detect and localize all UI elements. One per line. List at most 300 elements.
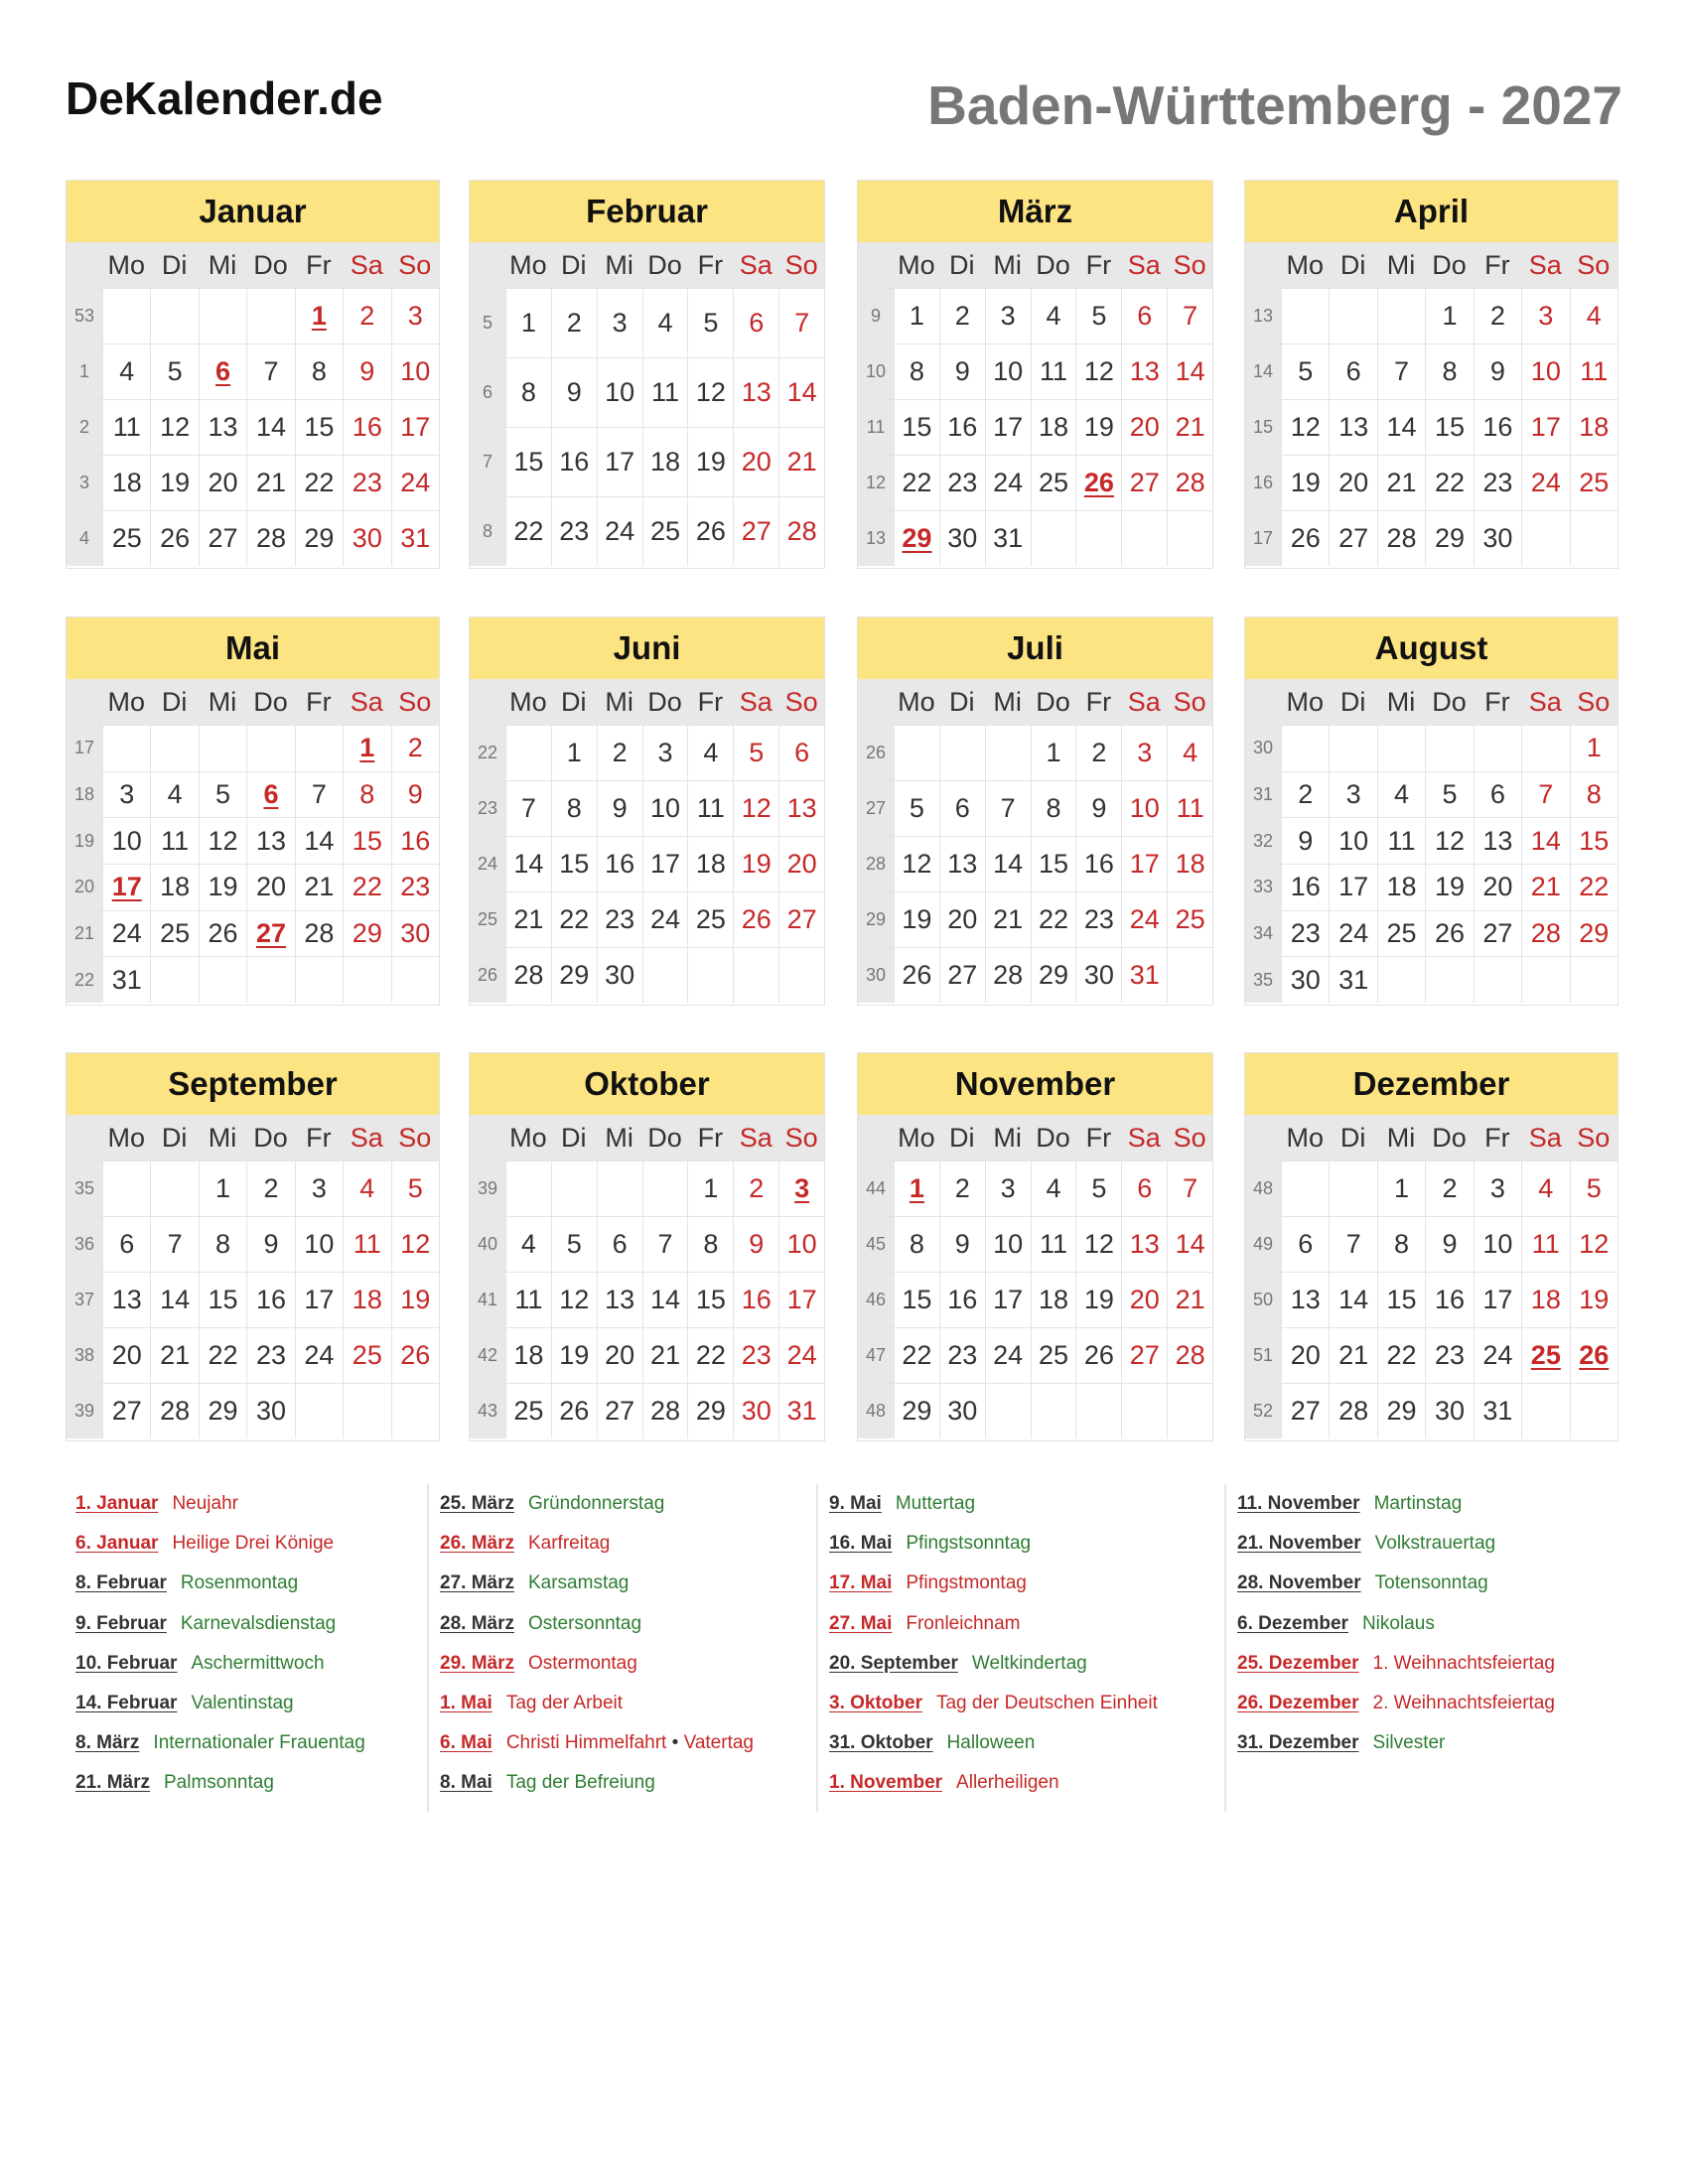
day-cell: 1 <box>343 726 390 771</box>
day-cell: 23 <box>1425 1328 1473 1383</box>
holiday-column <box>75 1484 453 1804</box>
week-row <box>1245 817 1618 864</box>
month-calendar <box>1244 616 1618 1006</box>
holiday-date[interactable]: 31. Dezember <box>1237 1732 1359 1754</box>
holiday-name: Silvester <box>1372 1732 1446 1754</box>
month-name: Januar <box>67 181 439 242</box>
holiday-name: Gründonnerstag <box>527 1493 665 1514</box>
week-row <box>470 1216 824 1272</box>
holiday-item <box>75 1684 453 1723</box>
day-cell: 26 <box>1570 1328 1618 1383</box>
holiday-item <box>75 1524 453 1564</box>
day-cell: 13 <box>1121 344 1167 399</box>
day-cell: 11 <box>642 358 688 427</box>
week-number: 9 <box>858 289 894 343</box>
weekday-label: Mi <box>208 687 237 717</box>
day-cell: 21 <box>778 428 824 496</box>
day-cell: 29 <box>1031 948 1076 1003</box>
weekday-header <box>858 1115 1212 1160</box>
week-row <box>67 956 439 1003</box>
weekday-header <box>1245 1115 1618 1160</box>
week-row <box>470 1383 824 1438</box>
day-cell: 16 <box>246 1273 294 1327</box>
weekday-label: Mi <box>605 687 633 717</box>
day-cell: 9 <box>939 344 985 399</box>
holiday-item <box>829 1723 1206 1763</box>
day-cell: 25 <box>1377 911 1425 957</box>
week-number: 51 <box>1245 1328 1281 1383</box>
day-cell: 20 <box>199 456 246 510</box>
holiday-date[interactable]: 1. Januar <box>75 1493 159 1514</box>
empty-cell <box>1474 726 1521 771</box>
holiday-date[interactable]: 10. Februar <box>75 1652 178 1674</box>
day-cell: 2 <box>1474 289 1521 343</box>
day-cell: 7 <box>505 781 551 836</box>
day-cell: 4 <box>1031 1161 1076 1216</box>
day-cell: 10 <box>295 1217 343 1272</box>
day-cell: 31 <box>391 511 439 566</box>
empty-cell <box>295 726 343 771</box>
day-cell: 10 <box>1521 344 1569 399</box>
day-cell: 4 <box>343 1161 390 1216</box>
week-number: 38 <box>67 1328 102 1383</box>
weekday-label: Sa <box>739 250 773 280</box>
week-row <box>858 725 1212 780</box>
holiday-date[interactable]: 8. März <box>75 1732 140 1754</box>
holiday-date[interactable]: 27. März <box>440 1572 514 1594</box>
day-cell: 27 <box>102 1384 150 1438</box>
day-cell: 25 <box>102 511 150 566</box>
month-calendar <box>1244 1052 1618 1441</box>
week-row <box>67 864 439 910</box>
week-number: 48 <box>1245 1161 1281 1216</box>
day-cell: 21 <box>150 1328 198 1383</box>
empty-cell <box>246 289 294 343</box>
holiday-date[interactable]: 29. März <box>440 1652 514 1674</box>
holiday-name: Palmsonntag <box>163 1772 274 1794</box>
holiday-date[interactable]: 26. Dezember <box>1237 1692 1359 1713</box>
day-cell: 20 <box>597 1328 642 1383</box>
day-cell: 23 <box>246 1328 294 1383</box>
empty-cell <box>150 1161 198 1216</box>
day-cell: 8 <box>894 344 939 399</box>
month-calendar <box>857 1052 1213 1441</box>
day-cell: 15 <box>505 428 551 496</box>
day-cell: 22 <box>1031 892 1076 947</box>
holiday-date[interactable]: 25. Dezember <box>1237 1652 1359 1674</box>
holiday-date[interactable]: 3. Oktober <box>829 1692 922 1713</box>
day-cell: 27 <box>778 892 824 947</box>
day-cell: 15 <box>551 837 597 891</box>
holiday-date[interactable]: 6. Mai <box>440 1732 492 1754</box>
empty-cell <box>985 726 1031 780</box>
holiday-date[interactable]: 6. Dezember <box>1237 1612 1348 1634</box>
week-row <box>1245 343 1618 399</box>
day-cell: 14 <box>150 1273 198 1327</box>
day-cell: 26 <box>894 948 939 1003</box>
holiday-date[interactable]: 20. September <box>829 1652 958 1674</box>
empty-cell <box>985 1384 1031 1438</box>
week-number: 47 <box>858 1328 894 1383</box>
day-cell: 1 <box>687 1161 733 1216</box>
empty-cell <box>551 1161 597 1216</box>
day-cell: 21 <box>642 1328 688 1383</box>
month-name: Juli <box>858 617 1212 679</box>
day-cell: 1 <box>894 1161 939 1216</box>
day-cell: 16 <box>343 400 390 455</box>
empty-cell <box>687 948 733 1003</box>
day-cell: 6 <box>1121 289 1167 343</box>
weekday-label: Fr <box>697 250 724 280</box>
month-calendar <box>469 1052 825 1441</box>
day-cell: 27 <box>1121 456 1167 510</box>
empty-cell <box>1329 726 1376 771</box>
week-number: 31 <box>1245 772 1281 818</box>
day-cell: 4 <box>1377 772 1425 818</box>
day-cell: 30 <box>391 911 439 957</box>
weekday-label: So <box>1173 687 1206 717</box>
empty-cell <box>642 948 688 1003</box>
day-cell: 12 <box>1425 818 1473 864</box>
week-number: 30 <box>1245 726 1281 771</box>
day-cell: 12 <box>1075 1217 1121 1272</box>
holiday-date[interactable]: 9. Mai <box>829 1493 882 1514</box>
week-row <box>1245 1160 1618 1216</box>
day-cell: 14 <box>1377 400 1425 455</box>
week-row <box>858 343 1212 399</box>
weekday-label: So <box>398 687 432 717</box>
holiday-date[interactable]: 28. März <box>440 1612 514 1634</box>
day-cell: 30 <box>733 1384 778 1438</box>
day-cell: 9 <box>939 1217 985 1272</box>
weekday-label: Di <box>561 687 587 717</box>
month-calendar <box>469 616 825 1006</box>
day-cell: 17 <box>642 837 688 891</box>
day-cell: 26 <box>551 1384 597 1438</box>
day-cell: 3 <box>597 289 642 357</box>
empty-cell <box>1521 957 1569 1003</box>
site-logo[interactable]: DeKalender.de <box>66 72 383 124</box>
day-cell: 28 <box>150 1384 198 1438</box>
holiday-date[interactable]: 6. Januar <box>75 1533 159 1555</box>
week-row <box>858 455 1212 510</box>
holiday-date[interactable]: 14. Februar <box>75 1692 178 1713</box>
week-row <box>67 817 439 864</box>
week-number: 20 <box>67 865 102 910</box>
day-cell: 2 <box>1281 772 1329 818</box>
week-row <box>1245 956 1618 1003</box>
holiday-date[interactable]: 11. November <box>1237 1493 1360 1514</box>
holiday-date[interactable]: 31. Oktober <box>829 1732 933 1754</box>
weekday-header <box>1245 242 1618 288</box>
day-cell: 14 <box>1167 344 1212 399</box>
week-row <box>858 836 1212 891</box>
day-cell: 14 <box>295 818 343 864</box>
empty-cell <box>246 726 294 771</box>
day-cell: 7 <box>985 781 1031 836</box>
month-name: September <box>67 1053 439 1115</box>
day-cell: 11 <box>1377 818 1425 864</box>
weekday-label: Sa <box>739 1123 773 1153</box>
holiday-item <box>829 1484 1206 1524</box>
holiday-item <box>829 1684 1206 1723</box>
empty-cell <box>1121 1384 1167 1438</box>
weekday-label: Do <box>647 687 682 717</box>
day-cell: 1 <box>894 289 939 343</box>
day-cell: 1 <box>551 726 597 780</box>
week-number: 52 <box>1245 1384 1281 1438</box>
day-cell: 27 <box>733 497 778 566</box>
day-cell: 5 <box>551 1217 597 1272</box>
holiday-item <box>829 1564 1206 1603</box>
weekday-label: Do <box>253 687 288 717</box>
week-row <box>470 891 824 947</box>
holiday-date[interactable]: 16. Mai <box>829 1533 893 1555</box>
weekday-label: Do <box>1036 250 1070 280</box>
weekday-label: Do <box>647 1123 682 1153</box>
week-row <box>67 399 439 455</box>
day-cell: 30 <box>1474 511 1521 566</box>
week-row <box>1245 510 1618 566</box>
month-calendar <box>857 616 1213 1006</box>
day-cell: 25 <box>1031 456 1076 510</box>
day-cell: 15 <box>894 1273 939 1327</box>
weekday-label: Mo <box>509 687 547 717</box>
day-cell: 28 <box>505 948 551 1003</box>
week-number: 30 <box>858 948 894 1003</box>
day-cell: 10 <box>1474 1217 1521 1272</box>
day-cell: 6 <box>939 781 985 836</box>
week-number: 45 <box>858 1217 894 1272</box>
holiday-date[interactable]: 26. März <box>440 1533 514 1555</box>
week-row <box>858 947 1212 1003</box>
day-cell: 6 <box>597 1217 642 1272</box>
day-cell: 20 <box>246 865 294 910</box>
weekday-label: Mo <box>898 687 935 717</box>
holiday-item <box>75 1644 453 1684</box>
empty-cell <box>1031 1384 1076 1438</box>
holiday-item <box>440 1644 817 1684</box>
day-cell: 4 <box>1031 289 1076 343</box>
day-cell: 28 <box>1377 511 1425 566</box>
week-row <box>858 1272 1212 1327</box>
day-cell: 21 <box>505 892 551 947</box>
day-cell: 24 <box>1329 911 1376 957</box>
holiday-date[interactable]: 1. Mai <box>440 1692 492 1713</box>
holiday-date[interactable]: 28. November <box>1237 1572 1361 1594</box>
day-cell: 22 <box>295 456 343 510</box>
month-name: Oktober <box>470 1053 824 1115</box>
week-row <box>1245 455 1618 510</box>
holiday-date[interactable]: 1. November <box>829 1772 943 1794</box>
week-number: 50 <box>1245 1273 1281 1327</box>
empty-cell <box>1281 289 1329 343</box>
day-cell: 16 <box>1425 1273 1473 1327</box>
week-number: 12 <box>858 456 894 510</box>
weekday-label: So <box>1577 250 1611 280</box>
day-cell: 16 <box>1474 400 1521 455</box>
weekday-label: Mi <box>1386 250 1416 280</box>
week-number: 33 <box>1245 865 1281 910</box>
empty-cell <box>343 957 390 1003</box>
week-number: 26 <box>858 726 894 780</box>
week-number: 22 <box>470 726 505 780</box>
day-cell: 12 <box>1570 1217 1618 1272</box>
day-cell: 22 <box>687 1328 733 1383</box>
week-row <box>1245 288 1618 343</box>
month-name: April <box>1245 181 1618 242</box>
weekday-header <box>67 242 439 288</box>
week-row <box>858 1383 1212 1438</box>
weekday-label: Fr <box>306 687 332 717</box>
empty-cell <box>642 1161 688 1216</box>
weekday-header <box>1245 679 1618 725</box>
week-number: 18 <box>67 772 102 818</box>
day-cell: 17 <box>1121 837 1167 891</box>
week-row <box>1245 1272 1618 1327</box>
day-cell: 1 <box>1425 289 1473 343</box>
empty-cell <box>295 957 343 1003</box>
week-row <box>470 357 824 427</box>
month-calendar <box>1244 180 1618 569</box>
day-cell: 9 <box>391 772 439 818</box>
week-number: 53 <box>67 289 102 343</box>
weekday-label: Fr <box>697 1123 724 1153</box>
day-cell: 4 <box>1167 726 1212 780</box>
empty-cell <box>894 726 939 780</box>
day-cell: 21 <box>295 865 343 910</box>
weekday-header <box>67 1115 439 1160</box>
empty-cell <box>102 1161 150 1216</box>
week-number: 39 <box>67 1384 102 1438</box>
day-cell: 2 <box>343 289 390 343</box>
week-number: 1 <box>67 344 102 399</box>
week-row <box>1245 399 1618 455</box>
day-cell: 5 <box>150 344 198 399</box>
weekday-label: Mi <box>993 250 1022 280</box>
day-cell: 28 <box>778 497 824 566</box>
week-row <box>67 1216 439 1272</box>
empty-cell <box>1377 957 1425 1003</box>
day-cell: 16 <box>1075 837 1121 891</box>
day-cell: 8 <box>551 781 597 836</box>
day-cell: 21 <box>985 892 1031 947</box>
holiday-date[interactable]: 8. Februar <box>75 1572 167 1594</box>
day-cell: 28 <box>1329 1384 1376 1438</box>
weekday-label: Mi <box>1386 687 1416 717</box>
day-cell: 12 <box>150 400 198 455</box>
day-cell: 8 <box>1031 781 1076 836</box>
month-name: Dezember <box>1245 1053 1618 1115</box>
day-cell: 10 <box>597 358 642 427</box>
holiday-date[interactable]: 17. Mai <box>829 1572 893 1594</box>
holiday-date[interactable]: 9. Februar <box>75 1612 167 1634</box>
day-cell: 11 <box>1031 344 1076 399</box>
day-cell: 31 <box>1121 948 1167 1003</box>
day-cell: 13 <box>1121 1217 1167 1272</box>
day-cell: 24 <box>1474 1328 1521 1383</box>
empty-cell <box>1570 957 1618 1003</box>
month-name: November <box>858 1053 1212 1115</box>
empty-cell <box>1570 511 1618 566</box>
empty-cell <box>150 957 198 1003</box>
day-cell: 6 <box>1281 1217 1329 1272</box>
day-cell: 29 <box>295 511 343 566</box>
day-cell: 16 <box>597 837 642 891</box>
day-cell: 26 <box>1075 1328 1121 1383</box>
day-cell: 14 <box>642 1273 688 1327</box>
holiday-name: Allerheiligen <box>956 1772 1059 1794</box>
day-cell: 22 <box>1377 1328 1425 1383</box>
empty-cell <box>102 726 150 771</box>
day-cell: 19 <box>1075 1273 1121 1327</box>
day-cell: 15 <box>199 1273 246 1327</box>
day-cell: 8 <box>894 1217 939 1272</box>
day-cell: 30 <box>1281 957 1329 1003</box>
holiday-name: Volkstrauertag <box>1374 1533 1496 1555</box>
day-cell: 3 <box>985 289 1031 343</box>
week-row <box>67 725 439 771</box>
week-row <box>470 1160 824 1216</box>
day-cell: 3 <box>102 772 150 818</box>
day-cell: 7 <box>1377 344 1425 399</box>
weekday-label: Di <box>161 1123 188 1153</box>
weekday-label: Di <box>161 250 188 280</box>
week-number: 34 <box>1245 911 1281 957</box>
day-cell: 13 <box>939 837 985 891</box>
month-calendar <box>66 180 440 569</box>
holiday-date[interactable]: 21. November <box>1237 1533 1361 1555</box>
day-cell: 5 <box>1425 772 1473 818</box>
day-cell: 17 <box>295 1273 343 1327</box>
week-number: 4 <box>67 511 102 566</box>
empty-cell <box>1425 726 1473 771</box>
day-cell: 23 <box>733 1328 778 1383</box>
day-cell: 2 <box>939 1161 985 1216</box>
holiday-date[interactable]: 27. Mai <box>829 1612 893 1634</box>
week-number: 16 <box>1245 456 1281 510</box>
day-cell: 8 <box>1570 772 1618 818</box>
day-cell: 9 <box>597 781 642 836</box>
day-cell: 10 <box>102 818 150 864</box>
empty-cell <box>1474 957 1521 1003</box>
holiday-name: Tag der Deutschen Einheit <box>935 1692 1158 1713</box>
day-cell: 2 <box>1425 1161 1473 1216</box>
week-row <box>470 427 824 496</box>
weekday-label: So <box>784 250 818 280</box>
day-cell: 16 <box>391 818 439 864</box>
week-row <box>1245 910 1618 957</box>
day-cell: 1 <box>1377 1161 1425 1216</box>
week-row <box>67 288 439 343</box>
week-row <box>1245 1327 1618 1383</box>
empty-cell <box>778 948 824 1003</box>
day-cell: 29 <box>1425 511 1473 566</box>
week-row <box>858 1216 1212 1272</box>
holiday-date[interactable]: 25. März <box>440 1493 514 1514</box>
day-cell: 11 <box>1167 781 1212 836</box>
day-cell: 6 <box>1329 344 1376 399</box>
holiday-name: Heilige Drei Könige <box>172 1533 335 1555</box>
holiday-date[interactable]: 8. Mai <box>440 1772 492 1794</box>
day-cell: 13 <box>1329 400 1376 455</box>
holiday-name: 1. Weihnachtsfeiertag <box>1372 1652 1555 1674</box>
month-name: August <box>1245 617 1618 679</box>
day-cell: 18 <box>1570 400 1618 455</box>
day-cell: 30 <box>597 948 642 1003</box>
holiday-date[interactable]: 21. März <box>75 1772 150 1794</box>
day-cell: 22 <box>1570 865 1618 910</box>
